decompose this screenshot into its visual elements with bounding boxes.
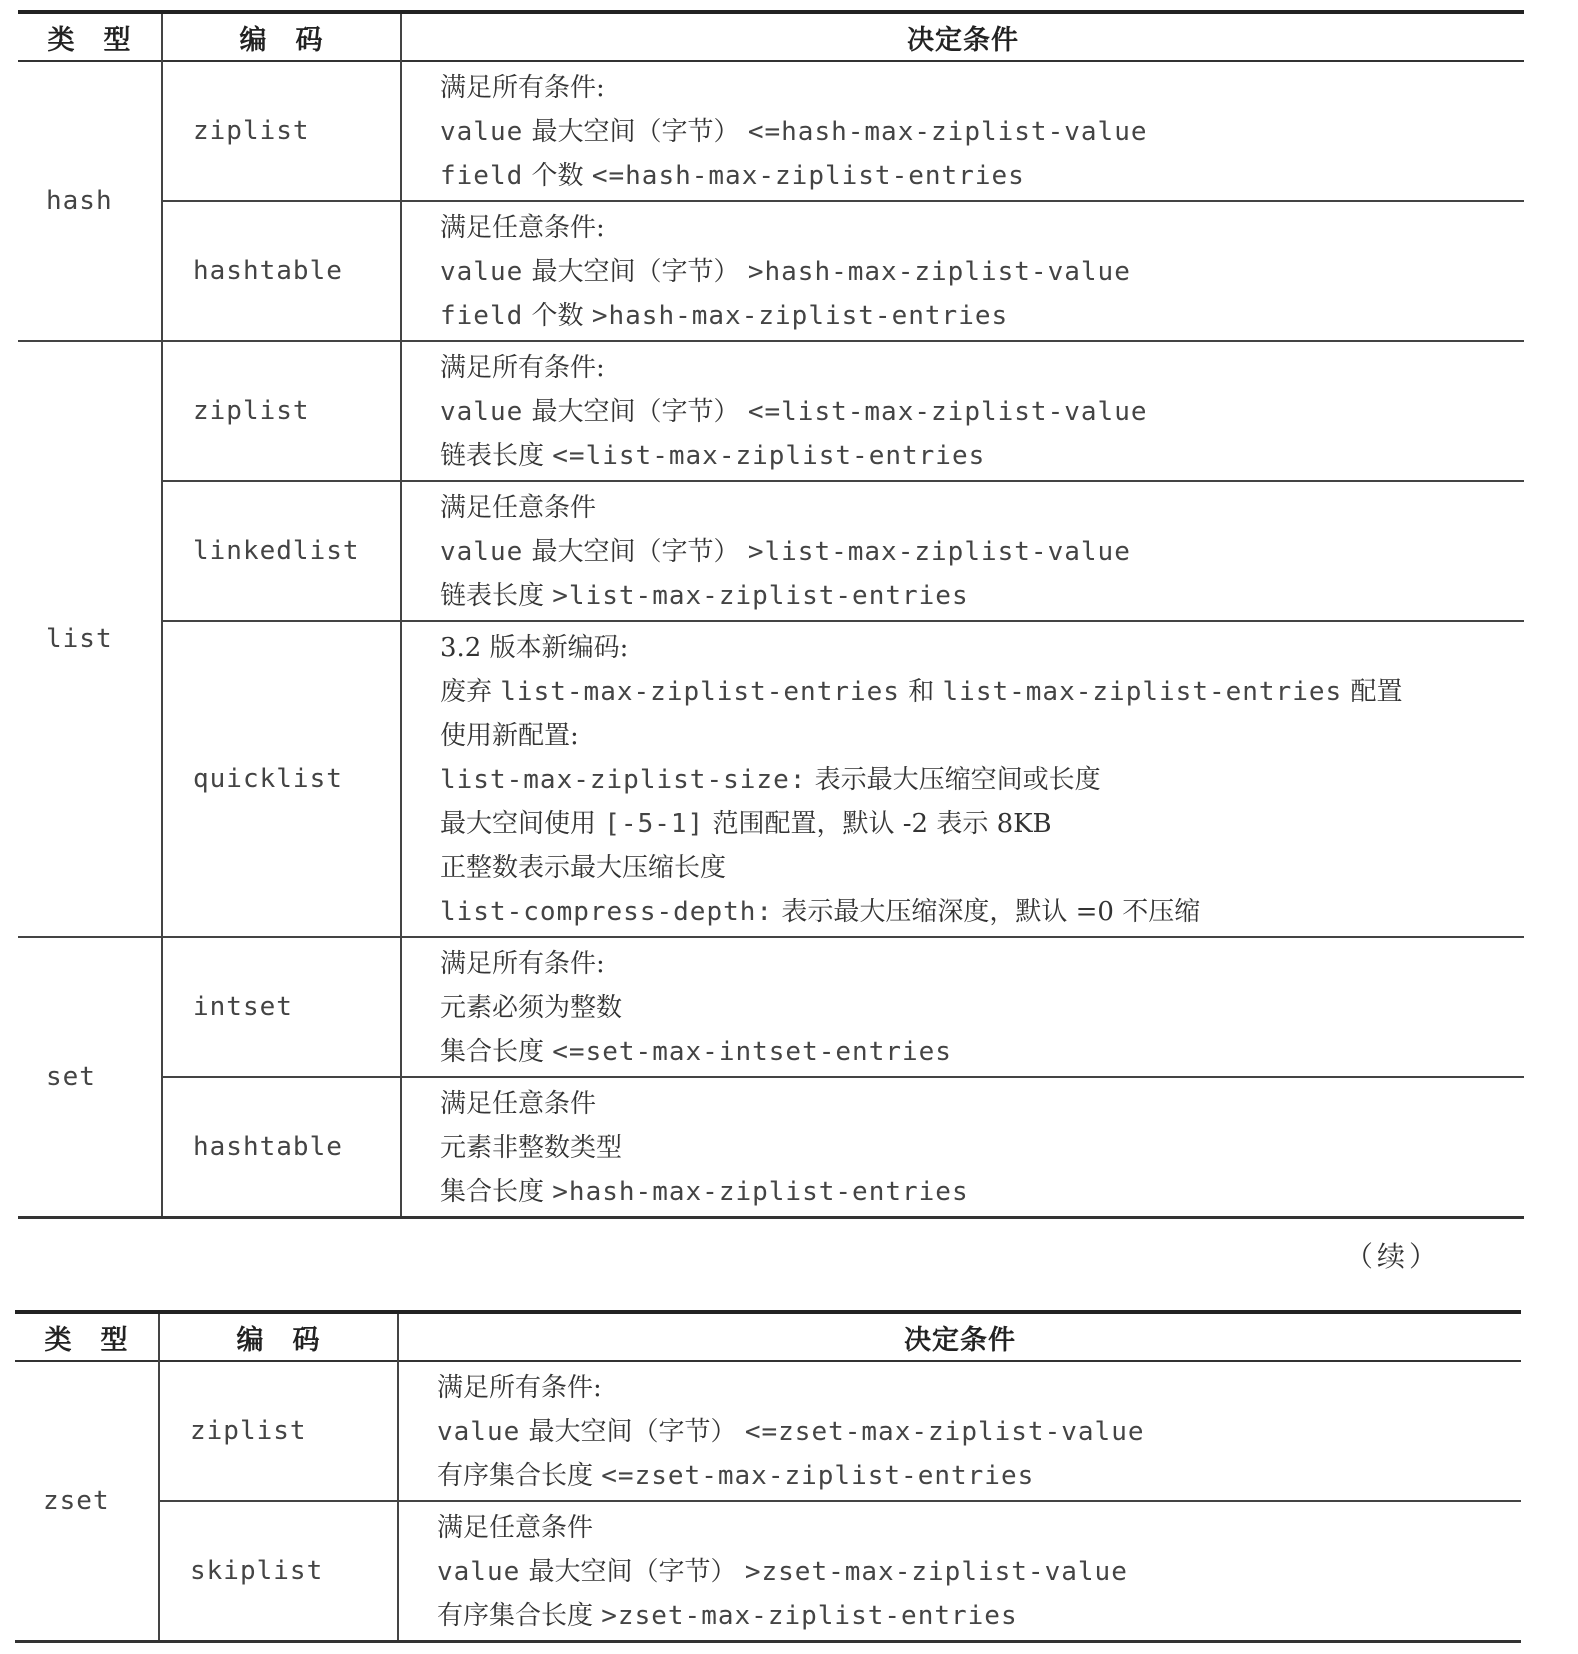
type-hash: hash (18, 61, 162, 341)
encoding-hashtable: hashtable (162, 201, 401, 341)
table-header-row (15, 1312, 1521, 1361)
table-row (18, 1077, 1524, 1218)
table-row (18, 937, 1524, 1077)
condition-line: list-compress-depth: 表示最大压缩深度，默认 =0 不压缩 (440, 897, 1201, 927)
condition-line: 集合长度 >hash-max-ziplist-entries (440, 1177, 969, 1207)
condition-line: value 最大空间（字节） <=hash-max-ziplist-value (440, 117, 1148, 147)
table-row (18, 621, 1524, 937)
condition-line: 元素必须为整数 (440, 993, 623, 1023)
condition-cell (401, 61, 1524, 201)
condition-line: value 最大空间（字节） >hash-max-ziplist-value (440, 257, 1131, 287)
condition-line: 元素非整数类型 (440, 1133, 623, 1163)
condition-cell (398, 1501, 1521, 1642)
table-row (18, 341, 1524, 481)
condition-line: 链表长度 >list-max-ziplist-entries (440, 581, 969, 611)
condition-line: 集合长度 <=set-max-intset-entries (440, 1037, 952, 1067)
type-zset: zset (15, 1361, 159, 1642)
condition-line: 满足任意条件 (440, 493, 597, 523)
condition-line: 满足任意条件 (437, 1513, 594, 1543)
header-encoding: 编 码 (159, 1312, 398, 1361)
condition-cell (401, 341, 1524, 481)
encoding-ziplist: ziplist (162, 61, 401, 201)
condition-line: 最大空间使用 [-5-1] 范围配置，默认 -2 表示 8KB (440, 809, 1052, 839)
condition-line: 链表长度 <=list-max-ziplist-entries (440, 441, 986, 471)
condition-line: 满足所有条件: (440, 949, 605, 979)
condition-line: 3.2 版本新编码: (440, 633, 629, 663)
condition-line: field 个数 >hash-max-ziplist-entries (440, 301, 1009, 331)
encoding-ziplist: ziplist (162, 341, 401, 481)
condition-line: 满足所有条件: (440, 353, 605, 383)
encoding-ziplist: ziplist (159, 1361, 398, 1501)
header-condition: 决定条件 (904, 1324, 1016, 1356)
condition-cell (401, 621, 1524, 937)
condition-line: value 最大空间（字节） <=zset-max-ziplist-value (437, 1417, 1145, 1447)
condition-line: 使用新配置: (440, 721, 579, 751)
type-list: list (18, 341, 162, 937)
condition-line: 满足任意条件: (440, 213, 605, 243)
encoding-hashtable: hashtable (162, 1077, 401, 1218)
condition-cell (401, 1077, 1524, 1218)
header-type: 类 型 (15, 1312, 159, 1361)
condition-cell (401, 937, 1524, 1077)
encoding-table (18, 10, 1524, 1219)
condition-cell (401, 201, 1524, 341)
continued-label: （续） (1345, 1240, 1442, 1273)
condition-line: field 个数 <=hash-max-ziplist-entries (440, 161, 1025, 191)
table-row (18, 61, 1524, 201)
header-condition: 决定条件 (907, 24, 1019, 56)
condition-line: 满足所有条件: (437, 1373, 602, 1403)
condition-line: list-max-ziplist-size: 表示最大压缩空间或长度 (440, 765, 1101, 795)
condition-line: 满足所有条件: (440, 73, 605, 103)
condition-line: 满足任意条件 (440, 1089, 597, 1119)
type-set: set (18, 937, 162, 1218)
encoding-quicklist: quicklist (162, 621, 401, 937)
table-row (18, 201, 1524, 341)
table-row (15, 1361, 1521, 1501)
condition-cell (401, 481, 1524, 621)
condition-line: value 最大空间（字节） <=list-max-ziplist-value (440, 397, 1148, 427)
table-row (18, 481, 1524, 621)
encoding-intset: intset (162, 937, 401, 1077)
encoding-linkedlist: linkedlist (162, 481, 401, 621)
table-row (15, 1501, 1521, 1642)
header-encoding: 编 码 (162, 12, 401, 61)
encoding-table-continued (15, 1310, 1521, 1643)
encoding-skiplist: skiplist (159, 1501, 398, 1642)
condition-line: 有序集合长度 <=zset-max-ziplist-entries (437, 1461, 1035, 1491)
condition-line: value 最大空间（字节） >zset-max-ziplist-value (437, 1557, 1128, 1587)
header-type: 类 型 (18, 12, 162, 61)
condition-line: 正整数表示最大压缩长度 (440, 853, 727, 883)
condition-line: value 最大空间（字节） >list-max-ziplist-value (440, 537, 1131, 567)
condition-line: 废弃 list-max-ziplist-entries 和 list-max-ziplist-entries 配置 (440, 677, 1403, 707)
condition-cell (398, 1361, 1521, 1501)
table-header-row (18, 12, 1524, 61)
condition-line: 有序集合长度 >zset-max-ziplist-entries (437, 1601, 1018, 1631)
